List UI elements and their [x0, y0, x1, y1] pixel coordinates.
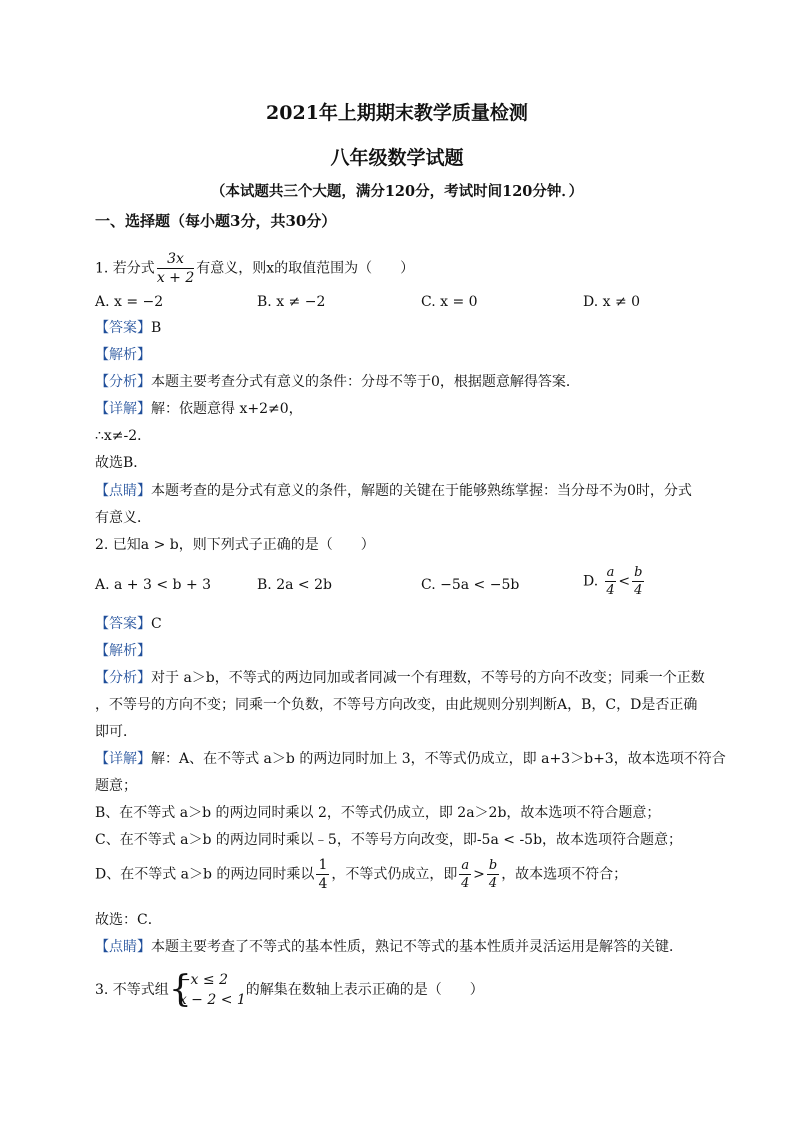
frac-num: b — [634, 565, 643, 580]
q2-xiangjie-text: 解：A、在不等式 a＞b 的两边同时加上 3，不等式仍成立，即 a+3＞b+3，故本选项不符合 — [151, 751, 726, 767]
q1-answer — [95, 318, 161, 338]
q1-option-b: B. x ≠ −2 — [257, 294, 326, 310]
q2-answer-value: C — [151, 616, 162, 632]
q2-d-op: < — [618, 573, 631, 590]
q2-analysis-tag: 【解析】 — [95, 643, 151, 659]
q2-choose: 故选：C． — [95, 912, 162, 928]
frac-den: 4 — [634, 583, 643, 598]
q2-line-d-frac-a — [459, 859, 471, 890]
q2-dianjing-text: 本题主要考查了不等式的基本性质，熟记不等式的基本性质并灵活运用是解答的关键． — [151, 939, 683, 955]
q3-stem-pre: 3. 不等式组 — [95, 982, 169, 998]
q2-d-frac-left — [605, 566, 617, 597]
frac-den: 4 — [318, 876, 328, 892]
dianjing-tag: 【点睛】 — [95, 483, 151, 499]
q1-choose: 故选B． — [95, 455, 148, 471]
q1-dianjing — [95, 481, 692, 501]
q2-line-d-pre: D、在不等式 a＞b 的两边同时乘以 — [95, 866, 315, 883]
q1-answer-value: B — [151, 320, 162, 336]
q1-stem-pre: 1. 若分式 — [95, 260, 155, 277]
q1-fenxi-text: 本题主要考查分式有意义的条件：分母不等于0，根据题意解得答案． — [151, 374, 580, 390]
q1-solution-line: ∴x≠-2． — [95, 428, 152, 444]
frac-den: 4 — [461, 876, 470, 891]
answer-tag: 【答案】 — [95, 320, 151, 336]
q1-option-d: D. x ≠ 0 — [583, 294, 641, 310]
q2-option-d — [583, 566, 646, 597]
q2-fenxi-text: 对于 a＞b，不等式的两边同加或者同减一个有理数，不等号的方向不改变；同乘一个正数 — [151, 670, 705, 686]
q3-row-2: x − 2 < 1 — [178, 992, 246, 1008]
q2-line-d-mid: ，不等式仍成立，即 — [331, 866, 458, 883]
frac-den: 4 — [606, 583, 615, 598]
fenxi-tag: 【分析】 — [95, 670, 151, 686]
q2-d-frac-right — [632, 566, 644, 597]
frac-num: b — [488, 858, 498, 873]
q1-stem-post: 有意义，则x的取值范围为（ ） — [196, 260, 415, 277]
q2-fenxi-line2: ，不等号的方向不变；同乘一个负数，不等号方向改变，由此规则分别判断A，B，C，D是否正确 — [95, 697, 698, 713]
q2-fenxi — [95, 668, 705, 688]
section-heading: 一、选择题（每小题3分，共30分） — [95, 212, 337, 230]
q2-option-c: C. −5a < −5b — [421, 577, 520, 593]
q3-row-1: −x ≤ 2 — [178, 972, 228, 988]
xiangjie-tag: 【详解】 — [95, 401, 151, 417]
q2-option-d-label: D. — [583, 573, 599, 590]
fenxi-tag: 【分析】 — [95, 374, 151, 390]
q1-option-a: A. x = −2 — [95, 294, 164, 310]
q2-line-d-op: > — [473, 866, 485, 883]
q3-inequality-system — [169, 970, 246, 1010]
exam-subtitle: 八年级数学试题 — [330, 147, 464, 169]
frac-num: a — [606, 565, 615, 580]
answer-tag: 【答案】 — [95, 616, 151, 632]
q2-fenxi-line3: 即可． — [95, 724, 137, 740]
q1-fraction — [157, 252, 194, 285]
frac-den: 4 — [488, 876, 498, 891]
frac-num: 1 — [318, 857, 328, 873]
q2-xiangjie — [95, 749, 726, 769]
q2-line-b: B、在不等式 a＞b 的两边同时乘以 2，不等式仍成立，即 2a＞2b，故本选项不符合题意； — [95, 805, 661, 821]
q1-dianjing-text: 本题考查的是分式有意义的条件，解题的关键在于能够熟练掌握：当分母不为0时，分式 — [151, 483, 692, 499]
q2-xiangjie-line2: 题意； — [95, 778, 137, 794]
q2-line-d-frac-quarter — [316, 858, 329, 891]
q2-answer — [95, 614, 162, 634]
q1-analysis-tag: 【解析】 — [95, 347, 151, 363]
q1-frac-numerator: 3x — [157, 252, 194, 269]
q2-option-a: A. a + 3 < b + 3 — [95, 577, 212, 593]
q2-line-c: C、在不等式 a＞b 的两边同时乘以﹣5，不等号方向改变，即-5a < -5b，故本选项符合题意； — [95, 832, 683, 848]
question-2-stem: 2. 已知a > b，则下列式子正确的是（ ） — [95, 537, 375, 553]
exam-note: （本试题共三个大题，满分120分，考试时间120分钟．） — [210, 183, 584, 200]
q3-stem-post: 的解集在数轴上表示正确的是（ ） — [245, 982, 484, 998]
q1-xiangjie — [95, 399, 303, 419]
q2-line-d — [95, 858, 627, 891]
q1-option-c: C. x = 0 — [421, 294, 478, 310]
q2-dianjing — [95, 937, 683, 957]
q2-option-b: B. 2a < 2b — [257, 577, 332, 593]
xiangjie-tag: 【详解】 — [95, 751, 151, 767]
dianjing-tag: 【点睛】 — [95, 939, 151, 955]
question-1-stem — [95, 252, 414, 285]
exam-title: 2021年上期期末教学质量检测 — [266, 102, 528, 124]
brace-icon: { — [168, 969, 192, 1010]
q2-line-d-post: ，故本选项不符合； — [501, 866, 628, 883]
q1-frac-denominator: x + 2 — [156, 270, 195, 286]
q1-fenxi — [95, 372, 580, 392]
q1-dianjing-cont: 有意义． — [95, 510, 151, 526]
q1-xiangjie-text: 解：依题意得 x+2≠0， — [151, 401, 303, 417]
frac-num: a — [461, 858, 470, 873]
q2-line-d-frac-b — [487, 859, 499, 890]
question-3-stem — [95, 969, 484, 1011]
